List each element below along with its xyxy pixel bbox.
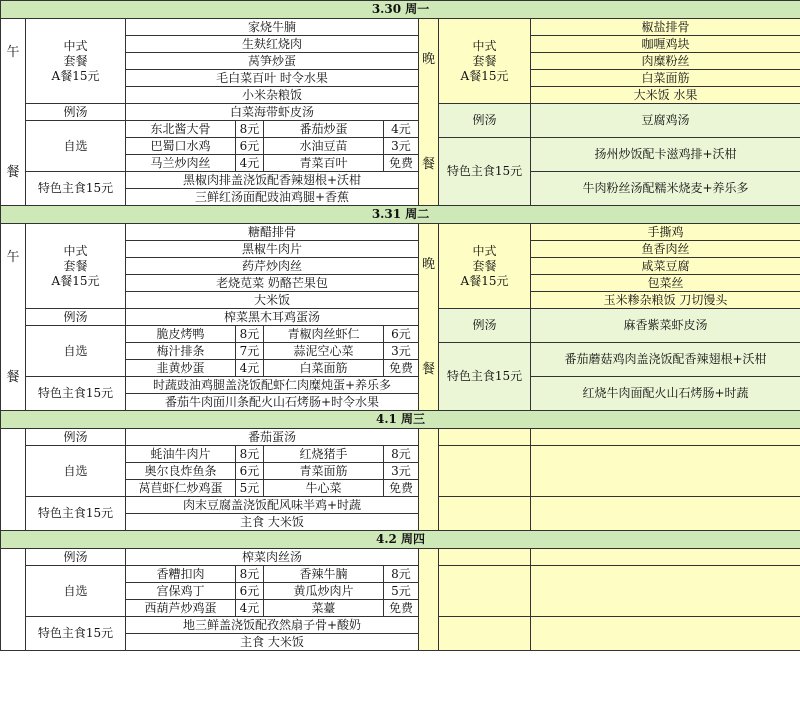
dish-name: 梅汁排条	[126, 343, 236, 360]
special-item: 番茄牛肉面川条配火山石烤肠+时令水果	[126, 394, 419, 411]
set-meal-item: 鱼香肉丝	[531, 241, 800, 258]
set-meal-label: 中式 套餐 A餐15元	[26, 224, 126, 309]
empty-cell	[439, 617, 531, 651]
a-la-carte-label: 自选	[26, 121, 126, 172]
dish-name: 奥尔良炸鱼条	[126, 463, 236, 480]
dish-name: 香辣牛腩	[264, 566, 384, 583]
dish-name: 脆皮烤鸭	[126, 326, 236, 343]
special-label: 特色主食15元	[26, 377, 126, 411]
dish-price: 8元	[384, 446, 419, 463]
soup-label: 例汤	[26, 104, 126, 121]
empty-cell	[439, 446, 531, 497]
set-meal-item: 玉米糁杂粮饭 刀切馒头	[531, 292, 800, 309]
set-meal-item: 手撕鸡	[531, 224, 800, 241]
dish-name: 蒜泥空心菜	[264, 343, 384, 360]
set-meal-item: 肉糜粉丝	[531, 53, 800, 70]
special-item: 牛肉粉丝汤配糯米烧麦+养乐多	[531, 172, 800, 206]
dish-price: 6元	[236, 583, 264, 600]
set-meal-item: 包菜丝	[531, 275, 800, 292]
set-meal-label: 中式 套餐 A餐15元	[439, 19, 531, 104]
dish-name: 莴苣虾仁炒鸡蛋	[126, 480, 236, 497]
special-label: 特色主食15元	[26, 497, 126, 531]
dish-price: 7元	[236, 343, 264, 360]
dish-name: 菜薹	[264, 600, 384, 617]
day-header: 3.30 周一	[1, 1, 800, 19]
set-meal-item: 糖醋排骨	[126, 224, 419, 241]
set-meal-item: 大米饭 水果	[531, 87, 800, 104]
special-label: 特色主食15元	[439, 343, 531, 411]
dish-name: 青菜百叶	[264, 155, 384, 172]
soup-item: 番茄蛋汤	[126, 429, 419, 446]
special-item: 主食 大米饭	[126, 514, 419, 531]
special-item: 时蔬豉油鸡腿盖浇饭配虾仁肉糜炖蛋+养乐多	[126, 377, 419, 394]
dish-price: 6元	[236, 463, 264, 480]
dish-price: 8元	[236, 326, 264, 343]
dinner-label: 晚 餐	[419, 19, 439, 206]
dish-price: 6元	[236, 138, 264, 155]
day-header: 4.1 周三	[1, 411, 800, 429]
set-meal-item: 老烧苋菜 奶酪芒果包	[126, 275, 419, 292]
lunch-label: 午 餐	[1, 224, 26, 411]
dish-price: 5元	[236, 480, 264, 497]
special-label: 特色主食15元	[439, 138, 531, 206]
dish-name: 白菜面筋	[264, 360, 384, 377]
dish-price: 3元	[384, 463, 419, 480]
soup-item: 麻香紫菜虾皮汤	[531, 309, 800, 343]
dish-name: 西葫芦炒鸡蛋	[126, 600, 236, 617]
soup-label: 例汤	[26, 429, 126, 446]
special-item: 番茄蘑菇鸡肉盖浇饭配香辣翅根+沃柑	[531, 343, 800, 377]
dish-price: 4元	[236, 600, 264, 617]
dish-name: 青椒肉丝虾仁	[264, 326, 384, 343]
dish-price: 8元	[384, 566, 419, 583]
dish-price: 免费	[384, 155, 419, 172]
dish-price: 免费	[384, 600, 419, 617]
dish-name: 牛心菜	[264, 480, 384, 497]
dish-name: 韭黄炒蛋	[126, 360, 236, 377]
set-meal-item: 咸菜豆腐	[531, 258, 800, 275]
dish-name: 东北酱大骨	[126, 121, 236, 138]
dinner-label: 晚 餐	[419, 224, 439, 411]
dish-price: 6元	[384, 326, 419, 343]
dish-price: 8元	[236, 566, 264, 583]
empty-cell	[439, 549, 531, 566]
soup-label: 例汤	[26, 549, 126, 566]
dish-price: 3元	[384, 138, 419, 155]
a-la-carte-label: 自选	[26, 446, 126, 497]
dish-name: 巴蜀口水鸡	[126, 138, 236, 155]
dish-price: 3元	[384, 343, 419, 360]
set-meal-item: 椒盐排骨	[531, 19, 800, 36]
dish-name: 香糟扣肉	[126, 566, 236, 583]
set-meal-item: 大米饭	[126, 292, 419, 309]
lunch-label	[1, 429, 26, 531]
empty-cell	[531, 549, 800, 566]
special-item: 地三鲜盖浇饭配孜然扇子骨+酸奶	[126, 617, 419, 634]
soup-label: 例汤	[26, 309, 126, 326]
soup-item: 白菜海带虾皮汤	[126, 104, 419, 121]
soup-item: 榨菜黑木耳鸡蛋汤	[126, 309, 419, 326]
special-item: 扬州炒饭配卡滋鸡排+沃柑	[531, 138, 800, 172]
set-meal-item: 生麸红烧肉	[126, 36, 419, 53]
set-meal-item: 毛白菜百叶 时令水果	[126, 70, 419, 87]
dish-price: 8元	[236, 121, 264, 138]
soup-item: 榨菜肉丝汤	[126, 549, 419, 566]
dinner-label	[419, 429, 439, 531]
set-meal-item: 莴笋炒蛋	[126, 53, 419, 70]
lunch-label: 午 餐	[1, 19, 26, 206]
set-meal-item: 黑椒牛肉片	[126, 241, 419, 258]
special-label: 特色主食15元	[26, 172, 126, 206]
special-label: 特色主食15元	[26, 617, 126, 651]
set-meal-item: 小米杂粮饭	[126, 87, 419, 104]
empty-cell	[439, 566, 531, 617]
set-meal-label: 中式 套餐 A餐15元	[26, 19, 126, 104]
lunch-label	[1, 549, 26, 651]
dish-name: 马兰炒肉丝	[126, 155, 236, 172]
set-meal-item: 药芹炒肉丝	[126, 258, 419, 275]
special-item: 肉末豆腐盖浇饭配风味半鸡+时蔬	[126, 497, 419, 514]
special-item: 黑椒肉排盖浇饭配香辣翅根+沃柑	[126, 172, 419, 189]
a-la-carte-label: 自选	[26, 326, 126, 377]
set-meal-label: 中式 套餐 A餐15元	[439, 224, 531, 309]
day-header: 3.31 周二	[1, 206, 800, 224]
empty-cell	[531, 429, 800, 446]
dish-price: 免费	[384, 480, 419, 497]
dish-name: 黄瓜炒肉片	[264, 583, 384, 600]
dish-name: 红烧猪手	[264, 446, 384, 463]
empty-cell	[531, 446, 800, 497]
dish-price: 8元	[236, 446, 264, 463]
soup-label: 例汤	[439, 309, 531, 343]
empty-cell	[439, 429, 531, 446]
dish-price: 5元	[384, 583, 419, 600]
empty-cell	[531, 497, 800, 531]
dish-price: 免费	[384, 360, 419, 377]
empty-cell	[531, 566, 800, 617]
dish-name: 青菜面筋	[264, 463, 384, 480]
dish-name: 蚝油牛肉片	[126, 446, 236, 463]
soup-item: 豆腐鸡汤	[531, 104, 800, 138]
dish-name: 番茄炒蛋	[264, 121, 384, 138]
set-meal-item: 白菜面筋	[531, 70, 800, 87]
empty-cell	[439, 497, 531, 531]
set-meal-item: 咖喱鸡块	[531, 36, 800, 53]
dish-price: 4元	[236, 360, 264, 377]
empty-cell	[531, 617, 800, 651]
soup-label: 例汤	[439, 104, 531, 138]
dinner-label	[419, 549, 439, 651]
set-meal-item: 家烧牛腩	[126, 19, 419, 36]
dish-name: 水油豆苗	[264, 138, 384, 155]
dish-price: 4元	[384, 121, 419, 138]
a-la-carte-label: 自选	[26, 566, 126, 617]
dish-price: 4元	[236, 155, 264, 172]
special-item: 红烧牛肉面配火山石烤肠+时蔬	[531, 377, 800, 411]
dish-name: 宫保鸡丁	[126, 583, 236, 600]
special-item: 主食 大米饭	[126, 634, 419, 651]
day-header: 4.2 周四	[1, 531, 800, 549]
special-item: 三鲜红汤面配豉油鸡腿+香蕉	[126, 189, 419, 206]
